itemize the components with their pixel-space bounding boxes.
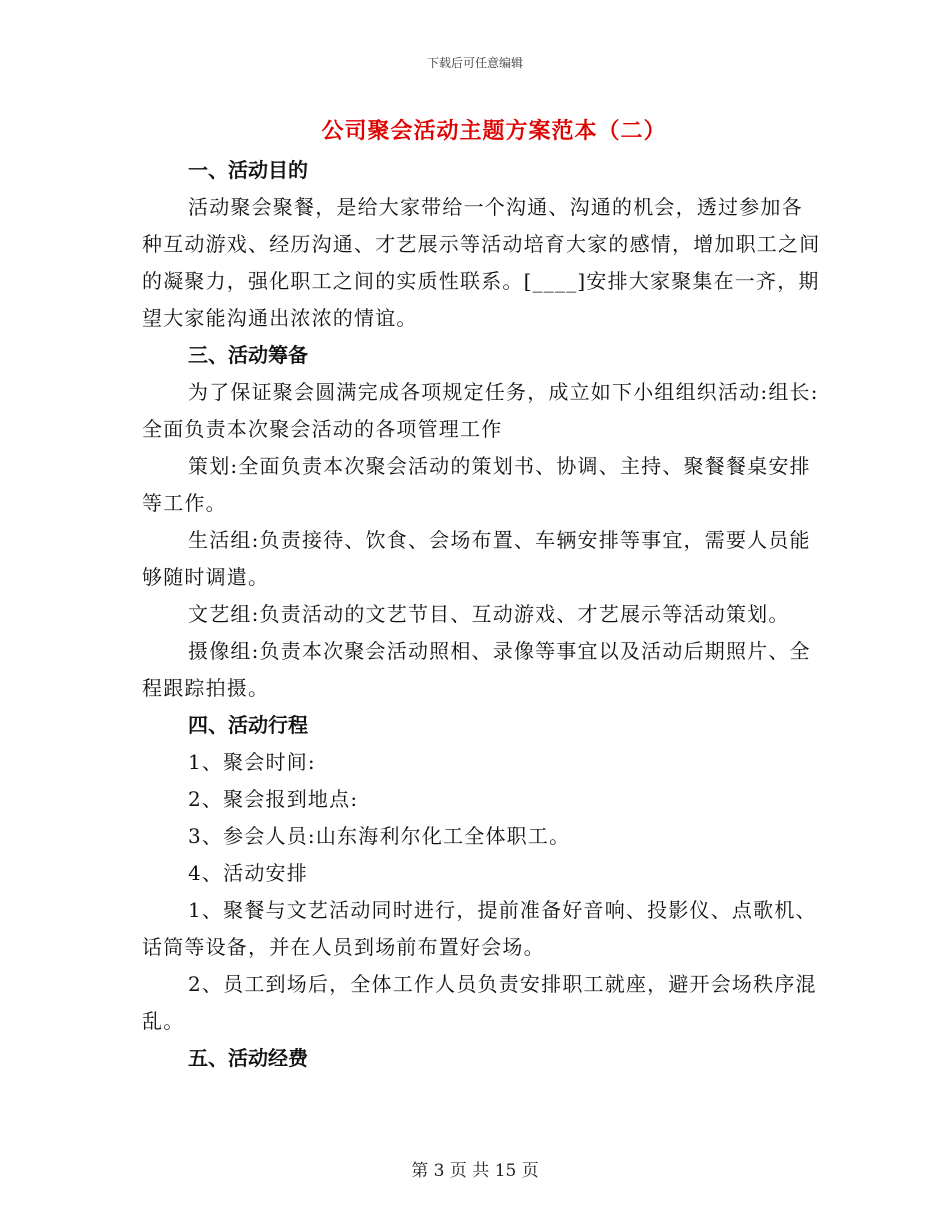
section-heading-budget: 五、活动经费 — [188, 1046, 308, 1070]
section-heading-preparation: 三、活动筹备 — [188, 343, 308, 367]
paragraph-arrangement-title: 4、活动安排 — [188, 861, 308, 885]
document-body — [142, 152, 822, 1077]
paragraph-arrangement-1: 1、聚餐与文艺活动同时进行，提前准备好音响、投影仪、点歌机、话筒等设备，并在人员到场前布置好会场。 — [142, 898, 817, 959]
paragraph-preparation-intro: 为了保证聚会圆满完成各项规定任务，成立如下小组组织活动:组长:全面负责本次聚会活动的各项管理工作 — [142, 380, 819, 441]
paragraph-purpose: 活动聚会聚餐，是给大家带给一个沟通、沟通的机会，透过参加各种互动游戏、经历沟通、才艺展示等活动培育大家的感情，增加职工之间的凝聚力，强化职工之间的实质性联系。[____]安排大家聚集在一齐，期望大家能沟通出浓浓的情谊。 — [142, 195, 821, 330]
header-note: 下载后可任意编辑 — [426, 56, 523, 70]
paragraph-planning: 策划:全面负责本次聚会活动的策划书、协调、主持、聚餐餐桌安排等工作。 — [142, 454, 811, 515]
section-heading-itinerary: 四、活动行程 — [188, 713, 308, 737]
paragraph-meeting-location: 2、聚会报到地点: — [188, 787, 359, 811]
document-title: 公司聚会活动主题方案范本（二） — [321, 119, 667, 144]
paragraph-meeting-time: 1、聚会时间: — [188, 750, 316, 774]
page-footer: 第 3 页 共 15 页 — [411, 1161, 539, 1181]
paragraph-arrangement-2: 2、员工到场后，全体工作人员负责安排职工就座，避开会场秩序混乱。 — [142, 972, 817, 1033]
paragraph-arts-group: 文艺组:负责活动的文艺节目、互动游戏、才艺展示等活动策划。 — [188, 602, 790, 626]
paragraph-logistics-group: 生活组:负责接待、饮食、会场布置、车辆安排等事宜，需要人员能够随时调遣。 — [142, 528, 811, 589]
paragraph-photo-group: 摄像组:负责本次聚会活动照相、录像等事宜以及活动后期照片、全程跟踪拍摄。 — [142, 639, 811, 700]
paragraph-participants: 3、参会人员:山东海利尔化工全体职工。 — [188, 824, 571, 848]
section-heading-purpose: 一、活动目的 — [188, 158, 308, 182]
